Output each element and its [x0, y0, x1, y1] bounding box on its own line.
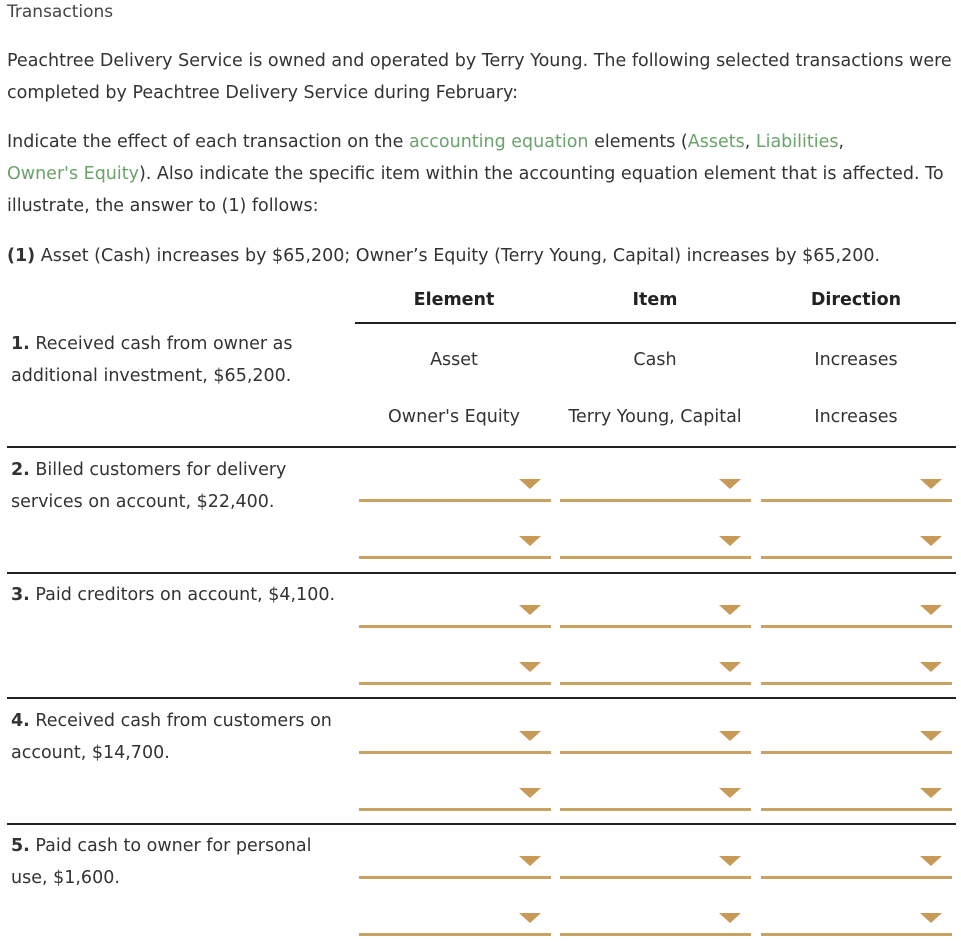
answer-1b-direction: Increases — [814, 407, 898, 427]
transaction-4b-item-dropdown[interactable] — [560, 784, 751, 811]
dropdown-arrow-icon — [920, 913, 942, 923]
dropdown-arrow-icon — [719, 605, 741, 615]
transaction-5b-direction-dropdown[interactable] — [761, 909, 952, 936]
instruction-text: Indicate the effect of each transaction on the accounting equation elements (Assets, Liabilities, Owner's Equity). Also indicate the specific item within the accounting equation element that is affected. To illustrate, the answer to (1) follows: — [7, 132, 944, 216]
dropdown-arrow-icon — [719, 479, 741, 489]
row-divider — [7, 572, 956, 574]
header-divider — [355, 322, 956, 324]
transaction-3-description: 3. Paid creditors on account, $4,100. — [11, 585, 336, 605]
owners-equity-link[interactable]: Owner's Equity — [7, 164, 139, 184]
dropdown-arrow-icon — [920, 856, 942, 866]
page-title: Transactions — [7, 2, 114, 22]
transaction-2b-element-dropdown[interactable] — [359, 532, 551, 559]
intro-text: Peachtree Delivery Service is owned and operated by Terry Young. The following selected transactions were completed by Peachtree Delivery Service during February: — [7, 51, 952, 103]
dropdown-arrow-icon — [519, 479, 541, 489]
answer-1b-element: Owner's Equity — [388, 407, 520, 427]
assets-link[interactable]: Assets — [687, 132, 745, 152]
transaction-5b-item-dropdown[interactable] — [560, 909, 751, 936]
transaction-2a-item-dropdown[interactable] — [560, 475, 751, 502]
row-divider — [7, 446, 956, 448]
transaction-2b-direction-dropdown[interactable] — [761, 532, 952, 559]
dropdown-arrow-icon — [920, 536, 942, 546]
transaction-4-description: 4. Received cash from customers on account, $14,700. — [11, 711, 332, 763]
example-answer: (1) Asset (Cash) increases by $65,200; Owner’s Equity (Terry Young, Capital) increases by $65,200. — [7, 246, 881, 266]
answer-1b-item: Terry Young, Capital — [568, 407, 742, 427]
dropdown-arrow-icon — [719, 731, 741, 741]
column-header-direction: Direction — [810, 290, 902, 310]
transaction-1-description: 1. Received cash from owner as additional investment, $65,200. — [11, 334, 293, 386]
dropdown-arrow-icon — [719, 662, 741, 672]
column-header-element: Element — [413, 290, 495, 310]
transaction-2b-item-dropdown[interactable] — [560, 532, 751, 559]
dropdown-arrow-icon — [719, 913, 741, 923]
transaction-5-description: 5. Paid cash to owner for personal use, $1,600. — [11, 836, 312, 888]
row-divider — [7, 823, 956, 825]
transaction-5b-element-dropdown[interactable] — [359, 909, 551, 936]
dropdown-arrow-icon — [719, 536, 741, 546]
dropdown-arrow-icon — [920, 788, 942, 798]
transaction-3b-item-dropdown[interactable] — [560, 658, 751, 685]
liabilities-link[interactable]: Liabilities — [755, 132, 839, 152]
transaction-5a-element-dropdown[interactable] — [359, 852, 551, 879]
transaction-4a-direction-dropdown[interactable] — [761, 727, 952, 754]
dropdown-arrow-icon — [519, 605, 541, 615]
transaction-5a-direction-dropdown[interactable] — [761, 852, 952, 879]
dropdown-arrow-icon — [719, 856, 741, 866]
answer-1a-item: Cash — [633, 350, 677, 370]
dropdown-arrow-icon — [519, 731, 541, 741]
transaction-3b-element-dropdown[interactable] — [359, 658, 551, 685]
row-divider — [7, 697, 956, 699]
transaction-2-description: 2. Billed customers for delivery services on account, $22,400. — [11, 460, 287, 512]
dropdown-arrow-icon — [519, 662, 541, 672]
transaction-5a-item-dropdown[interactable] — [560, 852, 751, 879]
transaction-3b-direction-dropdown[interactable] — [761, 658, 952, 685]
accounting-equation-link[interactable]: accounting equation — [408, 132, 589, 152]
dropdown-arrow-icon — [719, 788, 741, 798]
dropdown-arrow-icon — [519, 913, 541, 923]
transaction-3a-element-dropdown[interactable] — [359, 601, 551, 628]
transaction-2a-direction-dropdown[interactable] — [761, 475, 952, 502]
dropdown-arrow-icon — [920, 479, 942, 489]
transaction-4a-element-dropdown[interactable] — [359, 727, 551, 754]
transaction-4b-direction-dropdown[interactable] — [761, 784, 952, 811]
transaction-4a-item-dropdown[interactable] — [560, 727, 751, 754]
dropdown-arrow-icon — [519, 536, 541, 546]
column-header-item: Item — [632, 290, 678, 310]
dropdown-arrow-icon — [920, 662, 942, 672]
dropdown-arrow-icon — [920, 731, 942, 741]
dropdown-arrow-icon — [920, 605, 942, 615]
transaction-4b-element-dropdown[interactable] — [359, 784, 551, 811]
transaction-2a-element-dropdown[interactable] — [359, 475, 551, 502]
answer-1a-direction: Increases — [814, 350, 898, 370]
transaction-3a-item-dropdown[interactable] — [560, 601, 751, 628]
dropdown-arrow-icon — [519, 788, 541, 798]
transaction-3a-direction-dropdown[interactable] — [761, 601, 952, 628]
dropdown-arrow-icon — [519, 856, 541, 866]
answer-1a-element: Asset — [430, 350, 478, 370]
